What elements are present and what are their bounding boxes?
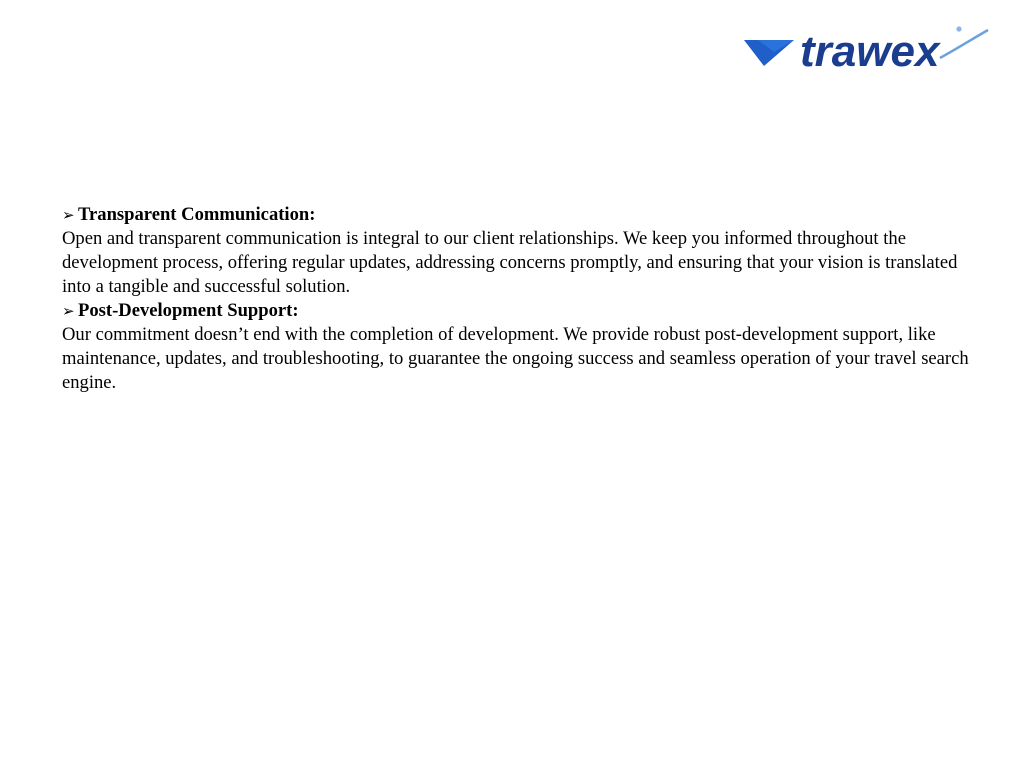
- logo-wordmark: trawex: [800, 27, 940, 72]
- trawex-logo: [744, 26, 990, 72]
- logo-swoosh-icon: [940, 30, 988, 58]
- section-body-post-development-support: Our commitment doesn’t end with the completion of development. We provide robust post-development support, like maintenance, updates, and troubleshooting, to guarantee the ongoing success and seamless operation of your travel search engine.: [62, 324, 969, 393]
- section-heading-post-development-support: [62, 299, 974, 323]
- arrow-bullet-icon: ➢: [62, 206, 75, 224]
- arrow-bullet-icon: ➢: [62, 302, 75, 320]
- slide-content: [62, 203, 974, 395]
- trawex-logo-graphic: [744, 26, 990, 72]
- section-body-transparent-communication: Open and transparent communication is integral to our client relationships. We keep you informed throughout the development process, offering regular updates, addressing concerns promptly, and ensuring that your vision is translated into a tangible and successful solution.: [62, 228, 958, 297]
- section-heading-transparent-communication: [62, 203, 974, 227]
- heading-text: Transparent Communication:: [78, 204, 316, 225]
- heading-text: Post-Development Support:: [78, 300, 299, 321]
- registered-mark-icon: [956, 26, 961, 31]
